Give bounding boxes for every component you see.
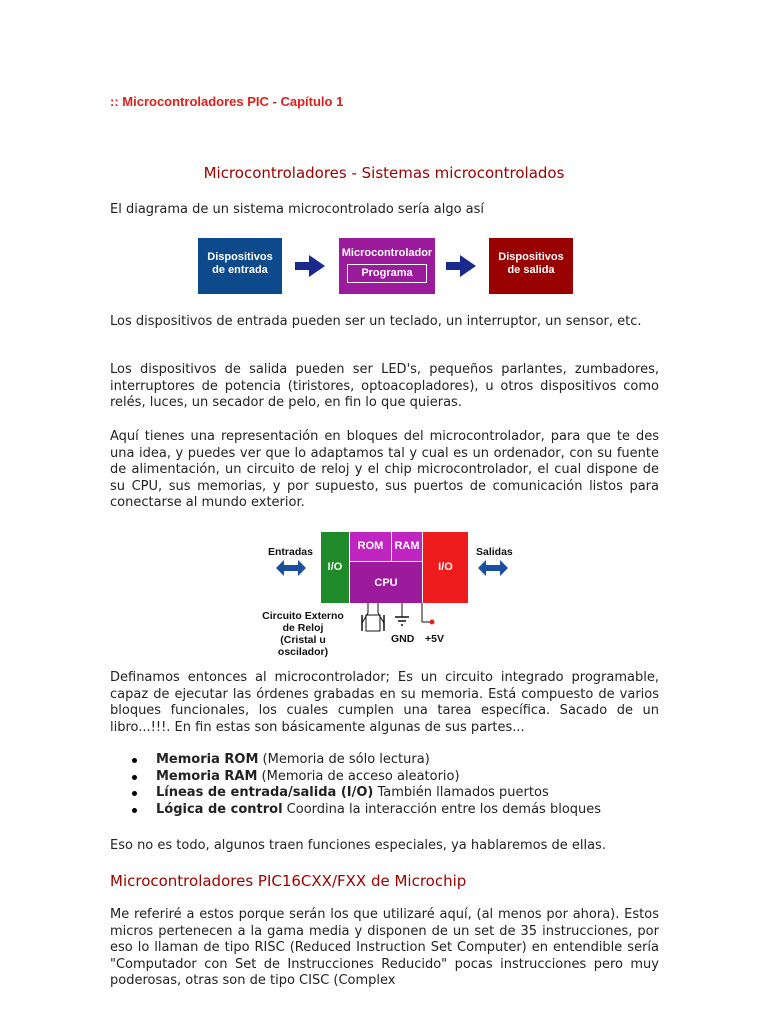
paragraph-definition: Definamos entonces al microcontrolador; Es un circuito integrado programable, capaz de ejecutar las órdenes grabadas en su memoria. Está compuesto de varios bloques funcionales, los cuales cumplen una tarea específica. Sacado de un libro...!!!. En fin estas son básicamente algunas de sus partes... [110, 670, 659, 735]
list-item [156, 802, 676, 819]
ram-label: RAM [394, 540, 420, 552]
input-devices-box [198, 238, 282, 294]
section-heading-pic16: Microcontroladores PIC16CXX/FXX de Microchip [110, 872, 467, 890]
clock-line-1: Circuito Externo [262, 610, 344, 622]
part-term: Lógica de control [156, 801, 283, 817]
rom-label: ROM [357, 540, 384, 552]
block-diagram [250, 530, 513, 658]
io-left-block [321, 532, 349, 603]
part-desc: (Memoria de acceso aleatorio) [257, 768, 460, 784]
ram-block [392, 532, 422, 561]
clock-circuit-label [258, 610, 348, 658]
io-right-block [423, 532, 468, 603]
part-term: Memoria RAM [156, 768, 258, 784]
list-item [156, 769, 676, 786]
input-devices-label: Dispositivos de entrada [207, 251, 273, 276]
parts-list [110, 752, 676, 818]
part-term: Líneas de entrada/salida (I/O) [156, 785, 374, 800]
paragraph-input-devices: Los dispositivos de entrada pueden ser un teclado, un interruptor, un sensor, etc. [110, 314, 642, 329]
cpu-block [350, 562, 422, 603]
part-term: Memoria ROM [156, 752, 259, 767]
list-item [156, 785, 676, 802]
paragraph-pic16: Me referiré a estos porque serán los que utilizaré aquí, (al menos por ahora). Estos micros pertenecen a la gama media y disponen de un set de 35 instrucciones, por eso lo llaman de tipo RISC (Reduced Instruction Set Computer) en entendible sería "Computador con Set de Instrucciones Reducido" pocas instrucciones pero muy poderosas, otras son de tipo CISC (Complex [110, 907, 659, 988]
paragraph-special-functions: Eso no es todo, algunos traen funciones especiales, ya hablaremos de ellas. [110, 838, 606, 853]
bidirectional-arrow-icon [478, 560, 508, 576]
paragraph-block-description: Aquí tienes una representación en bloques del microcontrolador, para que te des una idea, y puedes ver que lo adaptamos tal y cual es un ordenador, con su fuente de alimentación, un circuito de reloj y el chip microcontrolador, el cual dispone de su CPU, sus memorias, y por supuesto, sus puertos de comunicación listos para conectarse al mundo exterior. [110, 429, 659, 510]
output-devices-box [489, 238, 573, 294]
vcc-label: +5V [425, 633, 444, 645]
paragraph-output-devices: Los dispositivos de salida pueden ser LED's, pequeños parlantes, zumbadores, interruptores de potencia (tiristores, optoacopladores), u otros dispositivos como relés, luces, un secador de pelo, en fin lo que quieras. [110, 362, 659, 410]
clock-line-2: de Reloj [282, 622, 324, 634]
part-desc: (Memoria de sólo lectura) [258, 752, 430, 767]
bidirectional-arrow-icon [276, 560, 306, 576]
program-box: Programa [347, 264, 427, 283]
arrow-right-icon [295, 255, 325, 277]
rom-block [350, 532, 391, 561]
power-supply-icon [418, 603, 438, 627]
list-item [156, 752, 676, 769]
cpu-label: CPU [374, 577, 398, 589]
output-devices-label: Dispositivos de salida [498, 251, 564, 276]
gnd-label: GND [391, 633, 415, 645]
clock-line-3: (Cristal u oscilador) [277, 634, 329, 658]
io-right-label: I/O [438, 561, 453, 573]
microcontroller-box [339, 238, 435, 294]
microcontroller-label: Microcontrolador [341, 247, 433, 259]
intro-paragraph: El diagrama de un sistema microcontrolado sería algo así [110, 202, 485, 217]
part-desc: También llamados puertos [373, 785, 549, 800]
ground-icon [393, 603, 411, 629]
crystal-oscillator-icon [348, 603, 394, 641]
section-title: Microcontroladores - Sistemas microcontrolados [203, 164, 565, 182]
system-diagram [198, 238, 574, 294]
breadcrumb[interactable]: :: Microcontroladores PIC - Capítulo 1 [110, 94, 344, 109]
io-left-label: I/O [327, 561, 343, 573]
entradas-label: Entradas [268, 546, 313, 558]
part-desc: Coordina la interacción entre los demás bloques [282, 801, 602, 817]
arrow-right-icon [446, 255, 476, 277]
salidas-label: Salidas [476, 546, 513, 558]
